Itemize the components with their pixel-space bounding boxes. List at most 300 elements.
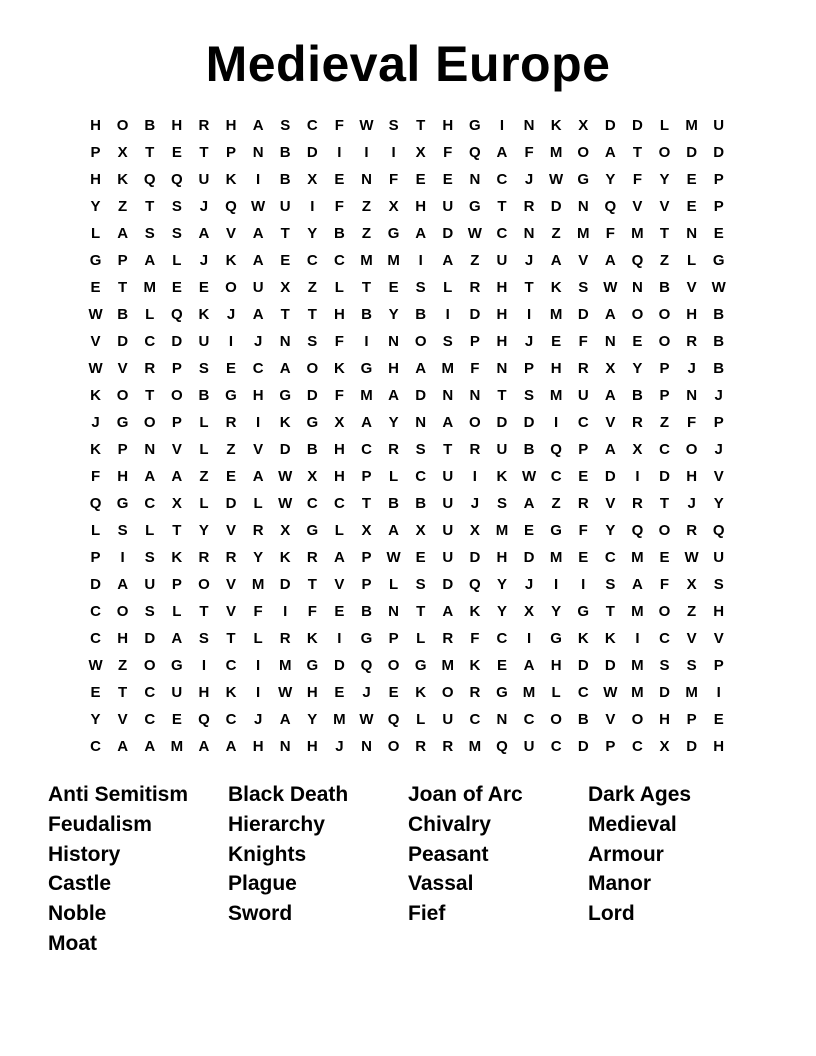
grid-letter: X xyxy=(415,144,426,161)
grid-letter: I xyxy=(581,576,586,593)
grid-letter: F xyxy=(334,333,344,350)
grid-letter: K xyxy=(225,252,237,269)
grid-letter: C xyxy=(659,630,670,647)
grid-letter: U xyxy=(713,117,725,134)
grid-letter: S xyxy=(442,333,453,350)
grid-letter: H xyxy=(496,549,508,566)
grid-letter: S xyxy=(686,657,697,674)
grid-letter: M xyxy=(631,657,644,674)
grid-letter: N xyxy=(361,171,372,188)
grid-letter: W xyxy=(278,495,293,512)
grid-letter: I xyxy=(554,576,559,593)
grid-letter: J xyxy=(470,495,480,512)
grid-letter: R xyxy=(306,549,318,566)
grid-letter: P xyxy=(469,333,480,350)
grid-letter: D xyxy=(604,117,616,134)
grid-letter: F xyxy=(470,360,480,377)
grid-letter: H xyxy=(496,333,508,350)
grid-letter: T xyxy=(443,441,453,458)
grid-letter: S xyxy=(524,387,535,404)
grid-letter: I xyxy=(201,657,206,674)
grid-letter: P xyxy=(686,711,697,728)
grid-letter: H xyxy=(713,603,725,620)
grid-letter: D xyxy=(171,333,183,350)
grid-letter: O xyxy=(116,387,129,404)
grid-letter: X xyxy=(307,171,318,188)
grid-letter: W xyxy=(278,684,293,701)
grid-letter: H xyxy=(90,117,101,134)
grid-letter: E xyxy=(442,171,453,188)
grid-letter: C xyxy=(144,333,156,350)
word-bank-item: Black Death xyxy=(228,783,349,806)
grid-letter: V xyxy=(713,630,724,647)
word-bank-item: Sword xyxy=(228,902,293,926)
grid-letter: K xyxy=(90,387,101,404)
grid-letter: G xyxy=(469,117,481,134)
grid-letter: O xyxy=(577,144,590,161)
grid-letter: C xyxy=(333,495,345,512)
grid-letter: T xyxy=(199,144,209,161)
grid-letter: A xyxy=(604,144,616,161)
grid-letter: J xyxy=(714,441,723,458)
grid-letter: N xyxy=(496,711,508,728)
grid-letter: V xyxy=(117,360,128,377)
grid-letter: D xyxy=(686,738,698,755)
grid-letter: F xyxy=(90,468,101,485)
grid-letter: A xyxy=(496,144,508,161)
grid-letter: A xyxy=(550,252,562,269)
grid-letter: N xyxy=(577,198,589,215)
grid-letter: L xyxy=(416,711,426,728)
grid-letter: E xyxy=(280,252,291,269)
grid-letter: N xyxy=(469,171,481,188)
grid-letter: I xyxy=(283,603,288,620)
grid-letter: R xyxy=(225,414,237,431)
grid-letter: S xyxy=(171,225,182,242)
grid-letter: M xyxy=(333,711,346,728)
word-search-grid xyxy=(82,112,734,760)
grid-letter: E xyxy=(171,711,182,728)
grid-letter: C xyxy=(632,738,643,755)
grid-letter: P xyxy=(388,630,399,647)
grid-letter: F xyxy=(687,414,697,431)
grid-letter: T xyxy=(416,603,426,620)
grid-letter: I xyxy=(364,333,369,350)
grid-letter: A xyxy=(604,387,616,404)
grid-letter: C xyxy=(361,441,372,458)
grid-letter: F xyxy=(334,117,344,134)
grid-letter: T xyxy=(524,279,534,296)
grid-letter: E xyxy=(388,279,399,296)
grid-letter: Z xyxy=(470,252,480,269)
grid-letter: P xyxy=(713,657,724,674)
grid-letter: Q xyxy=(469,144,481,161)
grid-letter: G xyxy=(577,603,590,620)
grid-letter: J xyxy=(226,306,236,323)
grid-letter: P xyxy=(171,414,182,431)
grid-letter: N xyxy=(415,414,427,431)
grid-letter: D xyxy=(523,549,535,566)
grid-letter: H xyxy=(306,738,318,755)
grid-letter: Q xyxy=(143,171,156,188)
grid-letter: Z xyxy=(659,414,670,431)
grid-letter: J xyxy=(199,252,209,269)
grid-letter: N xyxy=(686,225,698,242)
grid-letter: H xyxy=(686,306,698,323)
grid-row xyxy=(82,463,734,490)
grid-letter: A xyxy=(361,414,372,431)
grid-letter: Y xyxy=(253,549,264,566)
grid-letter: U xyxy=(442,495,454,512)
grid-letter: M xyxy=(549,549,563,566)
word-bank-item: Chivalry xyxy=(408,812,491,836)
grid-letter: A xyxy=(252,225,264,242)
grid-letter: N xyxy=(632,279,643,296)
grid-letter: N xyxy=(496,360,508,377)
grid-letter: X xyxy=(334,414,345,431)
grid-letter: Q xyxy=(360,657,373,674)
grid-letter: A xyxy=(279,711,291,728)
grid-letter: Z xyxy=(118,657,128,674)
grid-letter: L xyxy=(416,630,426,647)
grid-letter: T xyxy=(416,117,426,134)
grid-letter: V xyxy=(226,576,237,593)
grid-letter: B xyxy=(713,333,725,350)
grid-letter: W xyxy=(278,468,293,485)
grid-letter: R xyxy=(144,360,156,377)
grid-letter: L xyxy=(659,117,670,134)
grid-letter: K xyxy=(469,603,481,620)
grid-letter: D xyxy=(523,414,535,431)
grid-letter: X xyxy=(171,495,182,512)
grid-letter: E xyxy=(632,333,643,350)
grid-letter: Q xyxy=(89,495,102,512)
grid-letter: A xyxy=(442,414,454,431)
grid-letter: D xyxy=(659,684,670,701)
grid-letter: Q xyxy=(631,252,644,269)
grid-row xyxy=(82,652,734,679)
grid-letter: D xyxy=(496,414,508,431)
grid-row xyxy=(82,193,734,220)
grid-letter: D xyxy=(279,576,291,593)
grid-letter: I xyxy=(337,144,342,161)
grid-letter: D xyxy=(577,738,589,755)
grid-letter: R xyxy=(225,549,237,566)
grid-letter: Q xyxy=(198,711,210,728)
grid-letter: E xyxy=(415,171,426,188)
grid-letter: E xyxy=(90,684,101,701)
grid-letter: C xyxy=(496,171,508,188)
grid-letter: V xyxy=(226,522,237,539)
grid-letter: S xyxy=(144,549,155,566)
grid-letter: P xyxy=(524,360,535,377)
grid-letter: I xyxy=(445,306,450,323)
grid-letter: S xyxy=(171,198,182,215)
word-bank-item: Vassal xyxy=(408,872,474,896)
grid-letter: G xyxy=(306,522,319,539)
grid-letter: F xyxy=(388,171,399,188)
grid-letter: G xyxy=(414,657,427,674)
grid-letter: I xyxy=(635,468,640,485)
grid-letter: E xyxy=(226,468,237,485)
word-bank-item: Fief xyxy=(408,902,446,926)
grid-letter: H xyxy=(496,306,508,323)
grid-letter: U xyxy=(496,252,508,269)
grid-letter: O xyxy=(116,117,129,134)
grid-letter: M xyxy=(251,576,265,593)
grid-letter: A xyxy=(252,252,264,269)
grid-letter: U xyxy=(442,468,454,485)
grid-letter: W xyxy=(549,171,564,188)
grid-letter: W xyxy=(88,306,103,323)
grid-letter: Y xyxy=(713,495,724,512)
grid-letter: D xyxy=(333,657,345,674)
grid-letter: D xyxy=(306,144,318,161)
grid-letter: S xyxy=(659,657,670,674)
grid-letter: S xyxy=(280,117,291,134)
grid-letter: I xyxy=(554,414,559,431)
grid-letter: D xyxy=(442,576,454,593)
grid-letter: V xyxy=(334,576,345,593)
grid-letter: U xyxy=(577,387,589,404)
grid-letter: I xyxy=(635,630,640,647)
grid-letter: A xyxy=(144,738,156,755)
grid-letter: A xyxy=(198,225,210,242)
grid-letter: B xyxy=(361,306,372,323)
grid-letter: N xyxy=(686,387,698,404)
grid-letter: I xyxy=(310,198,315,215)
grid-letter: C xyxy=(469,711,481,728)
grid-letter: E xyxy=(578,468,589,485)
grid-letter: S xyxy=(415,576,426,593)
grid-letter: K xyxy=(90,441,101,458)
grid-letter: R xyxy=(632,495,643,512)
grid-row xyxy=(82,517,734,544)
word-bank-item: History xyxy=(48,842,121,866)
grid-row xyxy=(82,625,734,652)
grid-letter: B xyxy=(279,144,291,161)
grid-letter: D xyxy=(686,144,698,161)
grid-letter: B xyxy=(523,441,535,458)
grid-letter: I xyxy=(364,144,369,161)
grid-letter: Z xyxy=(551,495,561,512)
grid-letter: T xyxy=(659,225,670,242)
word-bank-item: Hierarchy xyxy=(228,812,325,836)
grid-letter: D xyxy=(577,657,589,674)
grid-letter: O xyxy=(441,684,454,701)
grid-letter: T xyxy=(199,603,209,620)
grid-letter: E xyxy=(415,549,426,566)
grid-letter: E xyxy=(659,549,670,566)
grid-letter: R xyxy=(415,738,427,755)
grid-letter: R xyxy=(577,495,589,512)
grid-letter: S xyxy=(388,117,399,134)
grid-letter: A xyxy=(252,468,264,485)
grid-letter: T xyxy=(118,279,128,296)
grid-letter: D xyxy=(604,468,616,485)
grid-letter: Q xyxy=(604,198,617,215)
grid-letter: L xyxy=(388,576,399,593)
grid-letter: J xyxy=(524,576,534,593)
grid-row xyxy=(82,598,734,625)
grid-letter: V xyxy=(713,468,724,485)
grid-letter: E xyxy=(551,333,562,350)
grid-letter: N xyxy=(523,117,535,134)
grid-letter: F xyxy=(443,144,453,161)
grid-letter: R xyxy=(577,360,589,377)
grid-letter: Z xyxy=(226,441,236,458)
grid-letter: R xyxy=(469,684,481,701)
grid-letter: X xyxy=(280,522,291,539)
grid-letter: W xyxy=(359,117,374,134)
grid-letter: S xyxy=(198,360,209,377)
grid-letter: Q xyxy=(631,522,644,539)
grid-letter: X xyxy=(469,522,480,539)
grid-letter: N xyxy=(279,333,291,350)
grid-letter: C xyxy=(604,549,616,566)
grid-letter: L xyxy=(145,522,155,539)
grid-letter: H xyxy=(252,738,264,755)
grid-letter: N xyxy=(523,225,535,242)
grid-letter: P xyxy=(226,144,237,161)
grid-letter: W xyxy=(603,684,618,701)
grid-letter: G xyxy=(550,522,562,539)
grid-letter: H xyxy=(550,360,562,377)
word-bank-item: Medieval xyxy=(588,812,677,836)
grid-letter: V xyxy=(632,198,643,215)
grid-row xyxy=(82,328,734,355)
grid-letter: D xyxy=(577,306,589,323)
grid-letter: Z xyxy=(199,468,209,485)
grid-letter: D xyxy=(469,306,481,323)
grid-letter: O xyxy=(658,333,671,350)
grid-letter: O xyxy=(685,441,698,458)
grid-letter: G xyxy=(89,252,102,269)
grid-letter: G xyxy=(712,252,725,269)
grid-letter: K xyxy=(550,279,562,296)
grid-letter: T xyxy=(145,144,155,161)
grid-letter: E xyxy=(171,144,182,161)
word-bank xyxy=(48,780,768,959)
word-bank-item: Dark Ages xyxy=(588,783,692,806)
grid-letter: H xyxy=(252,387,264,404)
grid-letter: O xyxy=(658,144,671,161)
grid-letter: C xyxy=(306,117,318,134)
grid-letter: U xyxy=(252,279,264,296)
grid-letter: A xyxy=(117,225,129,242)
grid-letter: C xyxy=(523,711,535,728)
grid-letter: C xyxy=(306,252,318,269)
grid-letter: T xyxy=(307,306,317,323)
grid-letter: A xyxy=(144,252,156,269)
grid-letter: W xyxy=(603,279,618,296)
grid-letter: S xyxy=(144,225,155,242)
grid-letter: V xyxy=(578,252,589,269)
grid-letter: E xyxy=(388,684,399,701)
grid-letter: Q xyxy=(712,522,725,539)
grid-letter: B xyxy=(144,117,156,134)
grid-letter: Q xyxy=(170,306,183,323)
grid-letter: A xyxy=(144,468,156,485)
grid-letter: C xyxy=(659,441,670,458)
grid-letter: P xyxy=(713,414,724,431)
grid-letter: Q xyxy=(225,198,237,215)
grid-letter: K xyxy=(469,657,481,674)
grid-letter: A xyxy=(252,306,264,323)
grid-letter: H xyxy=(442,117,454,134)
grid-letter: C xyxy=(225,711,237,728)
page-title: Medieval Europe xyxy=(205,36,611,92)
grid-letter: V xyxy=(90,333,101,350)
grid-letter: I xyxy=(120,549,125,566)
grid-letter: P xyxy=(713,198,724,215)
grid-letter: T xyxy=(145,387,155,404)
grid-letter: C xyxy=(415,468,427,485)
grid-letter: I xyxy=(472,468,477,485)
grid-letter: W xyxy=(711,279,726,296)
grid-letter: H xyxy=(117,468,129,485)
grid-letter: C xyxy=(550,468,562,485)
grid-letter: I xyxy=(526,306,532,323)
grid-letter: D xyxy=(225,495,237,512)
grid-letter: L xyxy=(443,279,453,296)
grid-letter: Z xyxy=(307,279,317,296)
grid-letter: F xyxy=(578,522,588,539)
grid-letter: H xyxy=(415,198,427,215)
grid-letter: D xyxy=(659,468,670,485)
grid-letter: B xyxy=(333,225,345,242)
grid-letter: M xyxy=(685,684,698,701)
grid-letter: D xyxy=(550,198,562,215)
grid-letter: C xyxy=(577,684,589,701)
grid-letter: U xyxy=(523,738,535,755)
grid-letter: L xyxy=(334,279,344,296)
grid-letter: T xyxy=(118,684,128,701)
grid-letter: N xyxy=(604,333,616,350)
grid-letter: H xyxy=(333,468,345,485)
grid-letter: B xyxy=(117,306,129,323)
grid-letter: A xyxy=(333,549,345,566)
grid-letter: U xyxy=(442,198,454,215)
grid-letter: D xyxy=(279,441,291,458)
grid-letter: F xyxy=(334,198,344,215)
grid-letter: A xyxy=(171,468,183,485)
grid-letter: K xyxy=(550,117,562,134)
grid-letter: J xyxy=(714,387,723,404)
grid-letter: P xyxy=(117,441,128,458)
grid-letter: X xyxy=(632,441,643,458)
grid-letter: E xyxy=(578,549,589,566)
grid-letter: A xyxy=(632,576,643,593)
grid-letter: J xyxy=(524,252,534,269)
grid-letter: B xyxy=(198,387,210,404)
grid-letter: O xyxy=(198,576,210,593)
grid-letter: B xyxy=(577,711,589,728)
grid-letter: R xyxy=(388,441,399,458)
grid-letter: A xyxy=(252,117,264,134)
grid-letter: G xyxy=(306,414,319,431)
word-bank-item: Noble xyxy=(48,902,107,926)
grid-letter: V xyxy=(253,441,264,458)
grid-letter: C xyxy=(144,495,156,512)
grid-letter: C xyxy=(306,495,318,512)
grid-letter: G xyxy=(306,657,319,674)
grid-letter: G xyxy=(577,171,590,188)
grid-letter: S xyxy=(117,522,128,539)
grid-letter: W xyxy=(88,657,103,674)
grid-letter: H xyxy=(659,711,670,728)
grid-row xyxy=(82,247,734,274)
